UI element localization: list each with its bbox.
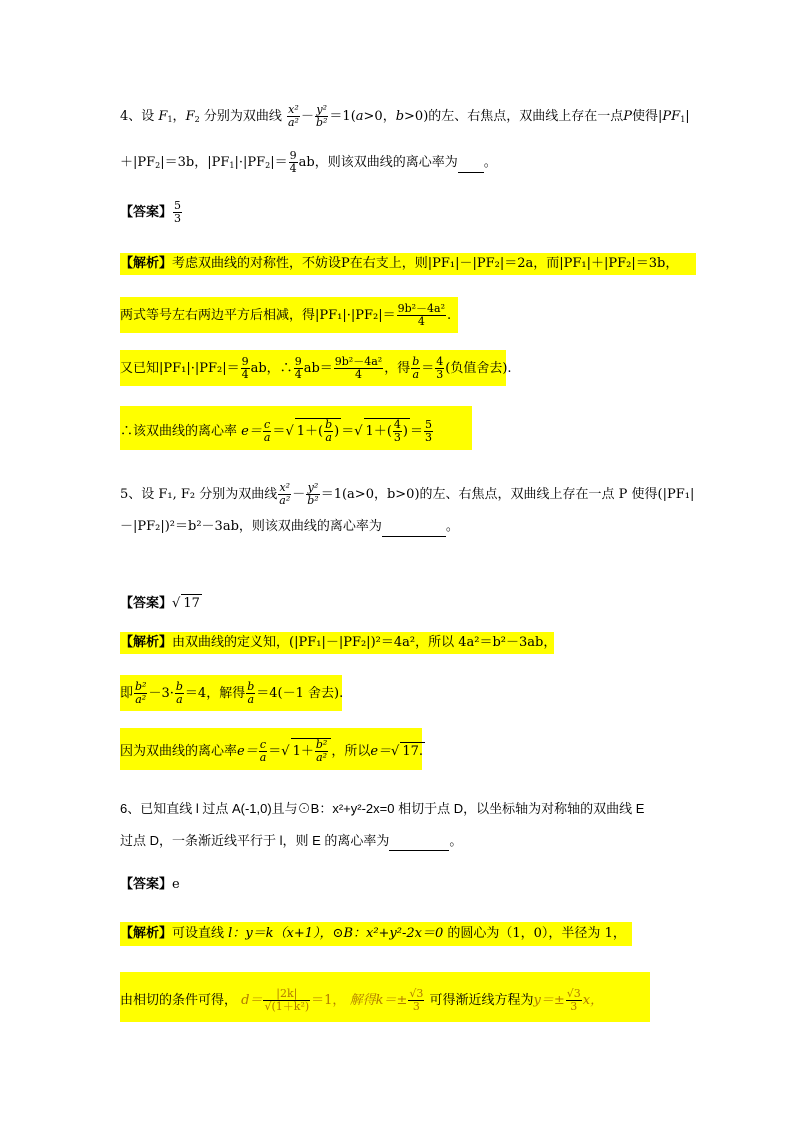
answer-blank[interactable] <box>458 154 484 173</box>
q5-answer: 【答案】√ 17 <box>120 596 200 611</box>
hyperbola-fraction-y: $\frac{\text{y²}}{\text{b²}}$ <box>315 103 328 129</box>
q5-line2: －|PF₂|)²＝b²－3ab，则该双曲线的离心率为 。 <box>120 518 459 537</box>
q5-analysis-line3: 因为双曲线的离心率e＝ $\frac{c}{a}$ ＝√ 1＋ $\frac{\text{b²}}{\text{a²}}$ ，所以e＝√ 17. <box>120 738 424 764</box>
q6-analysis-line2: 由相切的条件可得， d＝ $\frac{|2k|}{\text{√(1＋k²)}}$ ＝1， 解得k＝± $\frac{√3}{3}$ 可得渐近线方程为y＝± $\frac{√3}{3}$ x， <box>120 987 604 1013</box>
q4-analysis-line3: 又已知|PF₁|·|PF₂|＝ $\frac{9}{4}$ ab，∴ $\frac{9}{4}$ ab＝ $\frac{\text{9b²－4a²}}{4}$ ，得 $\frac{b}{a}$ ＝ $\frac{4}{3}$ (负值舍去). <box>120 355 512 381</box>
q6-analysis-line1: 【解析】可设直线 l：y＝k（x+1），⊙B：x²+y²-2x＝0 的圆心为（1，0），半径为 1， <box>120 926 626 941</box>
q4-text: 4、设 <box>120 109 155 124</box>
q4-answer: 【答案】 $\frac{5}{3}$ <box>120 199 182 225</box>
q4-line1: 4、设 $F_1$，$F_2$ 分别为双曲线 $\frac{\text{x²}}{\text{a²}}$ － $\frac{\text{y²}}{\text{b²}}$ ＝1(a>0，b>0)的左、右焦点，双曲线上存在一点P使得$|PF_1|$ <box>120 103 690 129</box>
answer-blank[interactable] <box>389 832 449 851</box>
q5-analysis-line2: 即 $\frac{\text{b²}}{\text{a²}}$ －3· $\frac{b}{a}$ ＝4，解得 $\frac{b}{a}$ ＝4(－1 舍去). <box>120 680 344 706</box>
q6-line1: 6、已知直线 l 过点 A(-1,0)且与⊙B：x²+y²-2x=0 相切于点 D，以坐标轴为对称轴的双曲线 E <box>120 801 645 816</box>
frac-9-4: $\frac{9}{4}$ <box>289 149 297 175</box>
q4-analysis-line4: ∴该双曲线的离心率 e＝ $\frac{c}{a}$ ＝√ 1＋( $\frac{b}{a}$ ) ＝√ 1＋( $\frac{4}{3}$ ) ＝ $\frac{5}{3}$ <box>120 418 432 444</box>
q6-answer: 【答案】e <box>120 877 180 892</box>
q5-analysis-line1: 【解析】由双曲线的定义知，(|PF₁|－|PF₂|)²＝4a²，所以 4a²＝b²－3ab， <box>120 635 557 650</box>
answer-blank[interactable] <box>382 518 446 537</box>
hyperbola-fraction-x: $\frac{\text{x²}}{\text{a²}}$ <box>287 103 299 129</box>
sqrt-symbol: √ <box>285 424 294 439</box>
q5-line1: 5、设 F₁, F₂ 分别为双曲线 $\frac{\text{x²}}{\text{a²}}$ － $\frac{\text{y²}}{\text{b²}}$ ＝1(a>0，b>0)的左、右焦点，双曲线上存在一点 P 使得(|PF₁| <box>120 481 695 507</box>
q4-analysis-line2: 两式等号左右两边平方后相减，得|PF₁|·|PF₂|＝ $\frac{\text{9b²－4a²}}{4}$ . <box>120 302 452 328</box>
q4-analysis-line1: 【解析】考虑双曲线的对称性，不妨设P在右支上，则|PF₁|－|PF₂|＝2a，而|PF₁|＋|PF₂|＝3b， <box>120 256 679 271</box>
q4-line2: $+|PF_2|=3b$，$|PF_1|\cdot|PF_2|=$ $\frac{9}{4}$ ab，则该双曲线的离心率为 。 <box>120 149 497 175</box>
q6-line2: 过点 D，一条渐近线平行于 l，则 E 的离心率为 。 <box>120 832 462 851</box>
